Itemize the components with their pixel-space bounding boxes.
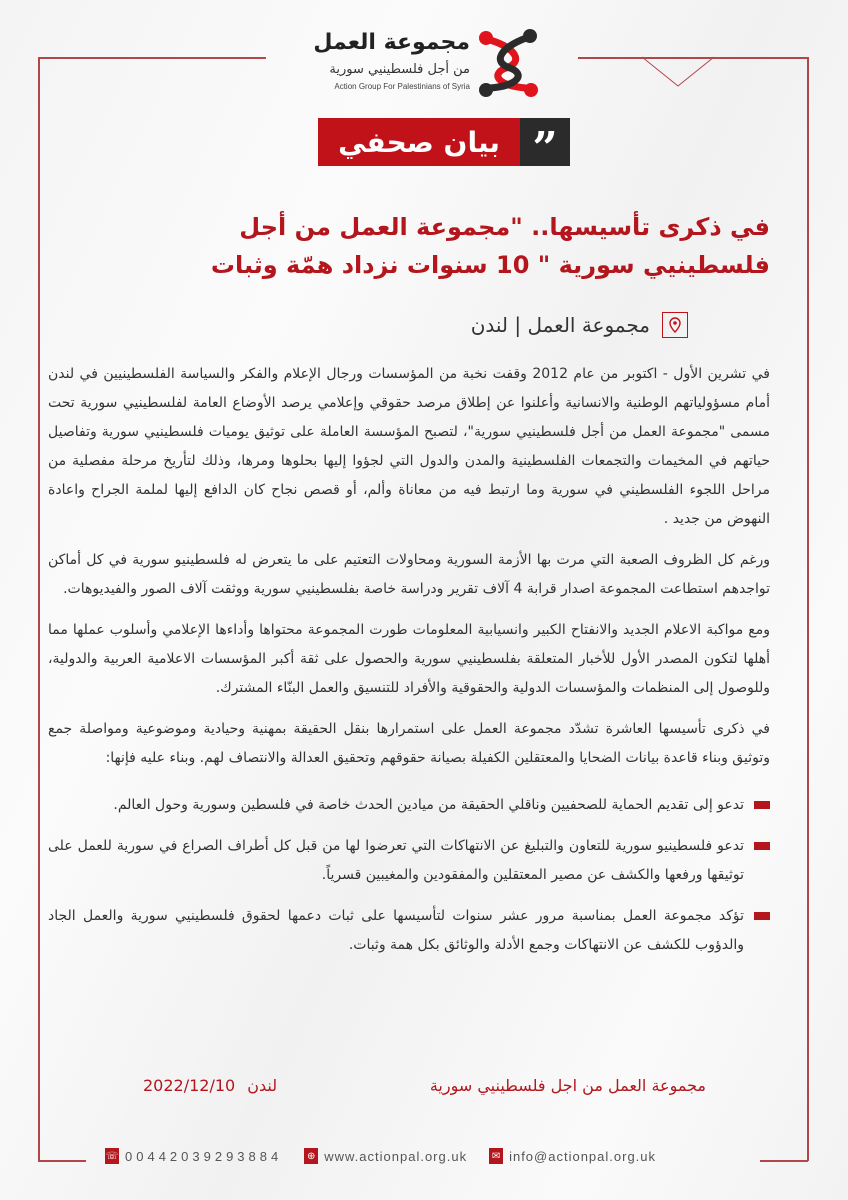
paragraph: ومع مواكبة الاعلام الجديد والانفتاح الكبير وانسيابية المعلومات طورت المجموعة محتواها وأداءها الإعلامي وأسلوب عملها مما أهلها لتكون المصدر الأول للأخبار المتعلقة بفلسطينيي سورية والحصول على ثقة أكبر المؤسسات الاعلامية العربية والدولية، وللوصول إلى المنظمات والمؤسسات الدولية والحقوقية والأفراد للتنسيق والعمل البنّاء المشترك. — [48, 622, 770, 696]
bullet-item — [48, 832, 770, 890]
frame-right — [807, 57, 809, 1161]
paragraph: في تشرين الأول - اكتوبر من عام 2012 وقفت نخبة من المؤسسات ورجال الإعلام والفكر والسياسة الفلسطينيين في لندن أمام مسؤولياتهم الوطنية والانسانية وأعلنوا عن إطلاق مرصد حقوقي وإعلامي يرصد الأوضاع العامة لفلسطينيي سورية تحت مسمى "مجموعة العمل من أجل فلسطينيي سورية"، لتصبح المؤسسة العاملة على توثيق يوميات فلسطينيي سورية وتفاصيل حياتهم في المخيمات والتجمعات الفلسطينية والمدن والدول التي لجؤوا إليها بحلوها ومرها، وذلك لتأريخ مرحلة مفصلية من مراحل اللجوء الفلسطيني في سورية وما ارتبط فيه من معاناة وألم، أو قصص نجاح كان الدافع إليها لملمة الجراح واعادة النهوض من جديد . — [48, 366, 770, 527]
frame-top-left — [38, 57, 266, 59]
frame-bottom-left — [38, 1160, 86, 1162]
paragraph: في ذكرى تأسيسها العاشرة تشدّد مجموعة العمل على استمرارها بنقل الحقيقة بمهنية وحيادية وموضوعية ومواصلة جمع وتوثيق وبناء قاعدة بيانات الضحايا والمعتقلين الكفيلة بصيانة حقوقهم وتحقيق العدالة والانتصاف لهم. وبناء عليه فإنها: — [48, 721, 770, 766]
location-line — [471, 312, 688, 338]
signature-date: 2022/12/10 — [143, 1076, 236, 1095]
signature-place-date — [143, 1076, 277, 1095]
frame-bottom-right — [760, 1160, 808, 1162]
email-link[interactable]: info@actionpal.org.uk — [509, 1148, 657, 1164]
frame-left — [38, 57, 40, 1161]
mail-icon: ✉ — [489, 1148, 503, 1164]
banner-label: بيان صحفي — [318, 118, 520, 166]
footer-contacts — [105, 1148, 656, 1164]
bullet-text: تدعو إلى تقديم الحماية للصحفيين وناقلي الحقيقة من ميادين الحدث خاصة في فلسطين وسورية وحول العالم. — [113, 797, 744, 813]
location-text: مجموعة العمل | لندن — [470, 313, 650, 337]
signature-org: مجموعة العمل من اجل فلسطينيي سورية — [429, 1076, 706, 1095]
map-pin-icon — [662, 312, 688, 338]
bullet-text: تؤكد مجموعة العمل بمناسبة مرور عشر سنوات لتأسيسها على ثبات دعمها لحقوق فلسطينيي سورية والعمل الجاد والدؤوب للكشف عن الانتهاكات وجمع الأدلة والوثائق بكل همة وثبات. — [48, 908, 744, 953]
bullet-item — [48, 791, 770, 820]
paragraph: ورغم كل الظروف الصعبة التي مرت بها الأزمة السورية ومحاولات التعتيم على ما يتعرض له فلسطينيو سورية في كل أماكن تواجدهم استطاعت المجموعة اصدار قرابة 4 آلاف تقرير ودراسة خاصة بفلسطينيي سورية ووثقت آلاف الصور والفيديوهات. — [48, 552, 770, 597]
phone-icon: ☏ — [105, 1148, 119, 1164]
logo-arabic-sub: من أجل فلسطينيي سورية — [329, 62, 470, 77]
footer-website[interactable] — [304, 1148, 467, 1164]
bullet-marker-icon — [754, 912, 770, 920]
quote-icon: ” — [520, 118, 570, 166]
website-link[interactable]: www.actionpal.org.uk — [324, 1148, 468, 1164]
phone-number: 00442039293884 — [125, 1148, 283, 1164]
frame-notch — [640, 50, 720, 90]
logo-mark-icon — [476, 28, 540, 98]
bullet-marker-icon — [754, 801, 770, 809]
body-content — [48, 360, 770, 972]
logo — [300, 28, 540, 98]
logo-english: Action Group For Palestinians of Syria — [334, 82, 470, 91]
logo-arabic: مجموعة العمل — [313, 30, 470, 55]
bullet-item — [48, 902, 770, 960]
globe-icon: ⊕ — [304, 1148, 318, 1164]
press-release-banner — [318, 118, 570, 174]
bullet-text: تدعو فلسطينيو سورية للتعاون والتبليغ عن الانتهاكات التي تعرضوا لها من قبل كل أطراف الصراع في سورية للعمل على توثيقها ورفعها والكشف عن مصير المعتقلين والمفقودين والمغيبين قسرياً. — [48, 838, 744, 883]
headline-line-2: فلسطينيي سورية " 10 سنوات نزداد همّة وثبات — [210, 251, 770, 279]
headline — [130, 208, 770, 284]
signature-city: لندن — [247, 1076, 278, 1095]
footer-email[interactable] — [489, 1148, 656, 1164]
headline-line-1: في ذكرى تأسيسها.. "مجموعة العمل من أجل — [239, 213, 770, 241]
footer-phone[interactable] — [105, 1148, 282, 1164]
bullet-marker-icon — [754, 842, 770, 850]
